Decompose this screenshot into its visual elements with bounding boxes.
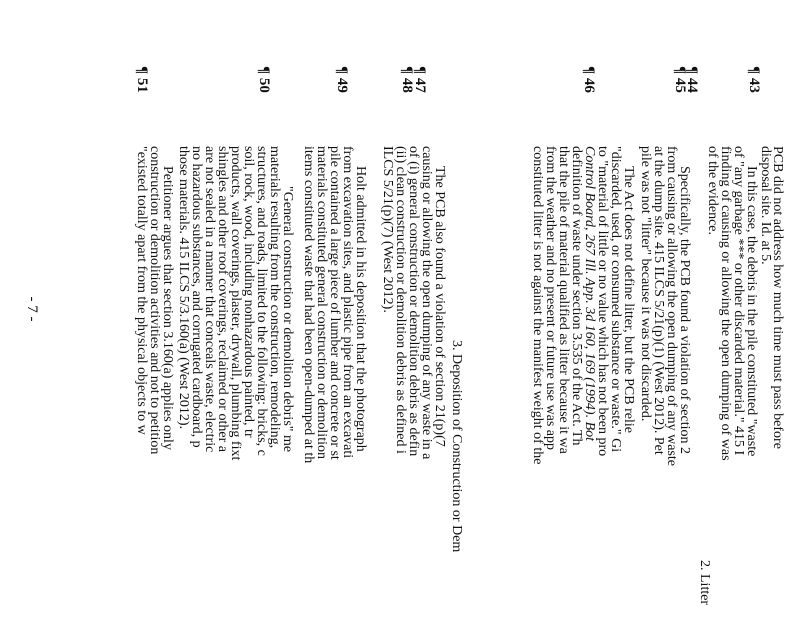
text-line: those materials. 415 ILCS 5/3.160(a) (West 2012). (176, 146, 191, 430)
section-heading-construction-demolition: 3. Deposition of Construction or Dem (449, 340, 464, 553)
text-line: of (i) general construction or demolition debris as defin (406, 146, 421, 457)
text-line: of the evidence. (705, 146, 720, 236)
paragraph-marker-43: ¶ 43 (746, 66, 762, 93)
paragraph-marker-49: ¶ 49 (334, 66, 350, 93)
paragraph-marker-47: ¶ 47 (412, 66, 428, 93)
paragraph-marker-50: ¶ 50 (256, 66, 272, 93)
text-line: constituted litter is not against the manifest weight of the (530, 146, 545, 465)
text-line: finding of causing or allowing the open dumping of was (718, 146, 733, 461)
text-line: Holt admitted in his deposition that the photograph (353, 166, 368, 452)
text-line: structures, and roads, limited to the following: bricks, c (254, 146, 269, 456)
text-line: no hazardous substances, and corrugated cardboard, p (189, 146, 204, 448)
text-line: PCB did not address how much time must pass before (770, 146, 785, 449)
text-line: Specifically, the PCB found a violation of section 2 (677, 166, 692, 454)
text-line: from excavation sites, and plastic pipe from an excavati (340, 146, 355, 459)
text-line: soil, rock, wood, including nonhazardous painted, tr (241, 146, 256, 438)
text-line: items constituted waste that had been open-dumped at th (301, 146, 316, 464)
text-line: The Act does not define litter, but the PCB relie (621, 166, 636, 433)
text-line: from the weather and no present or future use was app (543, 146, 558, 451)
text-line: ILCS 5/21(p)(7) (West 2012). (380, 146, 395, 313)
text-line: construction or demolition activities and not to petition (147, 146, 162, 455)
text-line: to "material of little or no value which has not been pro (595, 146, 610, 457)
text-line: disposal site. Id. at 5. (758, 146, 773, 265)
text-line: Control Board, 267 Ill. App. 3d 160, 169 (1994). Bot (582, 146, 597, 442)
page-number: - 7 - (24, 296, 40, 322)
paragraph-marker-44: ¶ 44 (684, 66, 700, 93)
text-line: In this case, the debris in the pile constituted "waste (744, 166, 759, 457)
text-line: pile was not "litter" because it was not discarded. (638, 146, 653, 422)
text-line: "General construction or demolition debris" me (280, 186, 295, 453)
text-line: materials constituted general construction or demolition (314, 146, 329, 459)
paragraph-marker-46: ¶ 46 (581, 66, 597, 93)
paragraph-marker-45: ¶ 45 (672, 66, 688, 93)
text-line: from causing or allowing the open dumping of any waste (664, 146, 679, 466)
text-line: Petitioner argues that section 3.160(a) applies only (160, 166, 175, 450)
text-line: are not sealed in a manner that conceals waste, electric (202, 146, 217, 453)
text-line: The PCB also found a violation of section 21(p)(7 (432, 166, 447, 447)
text-line: products, wall coverings, plaster, drywall, plumbing fixt (228, 146, 243, 461)
text-line: that the pile of material qualified as litter because it wa (556, 146, 571, 454)
paragraph-marker-51: ¶ 51 (134, 66, 150, 93)
text-line: causing or allowing the open dumping of any waste in a (419, 146, 434, 460)
paragraph-marker-48: ¶ 48 (399, 66, 415, 93)
text-line: "discarded, used, or consumed substance or waste." Gi (608, 146, 623, 453)
text-line: at the dump site. 415 ILCS 5/21(p)(1) (West 2012). Pet (651, 146, 666, 455)
text-line: definition of waste under section 3.535 of the Act. Th (569, 146, 584, 446)
text-line: pile contained a large piece of lumber and concrete or st (327, 146, 342, 460)
section-heading-litter: 2. Litter (697, 560, 712, 606)
text-line: (ii) clean construction or demolition debris as defined i (393, 146, 408, 454)
text-line: shingles and other roof coverings, reclaimed or other a (215, 146, 230, 452)
text-line: "existed totally apart from the physical objects to w (134, 146, 149, 435)
text-line: of "any garbage *** or other discarded material." 415 I (731, 146, 746, 456)
text-line: materials resulting from the construction, remodeling, (267, 146, 282, 449)
